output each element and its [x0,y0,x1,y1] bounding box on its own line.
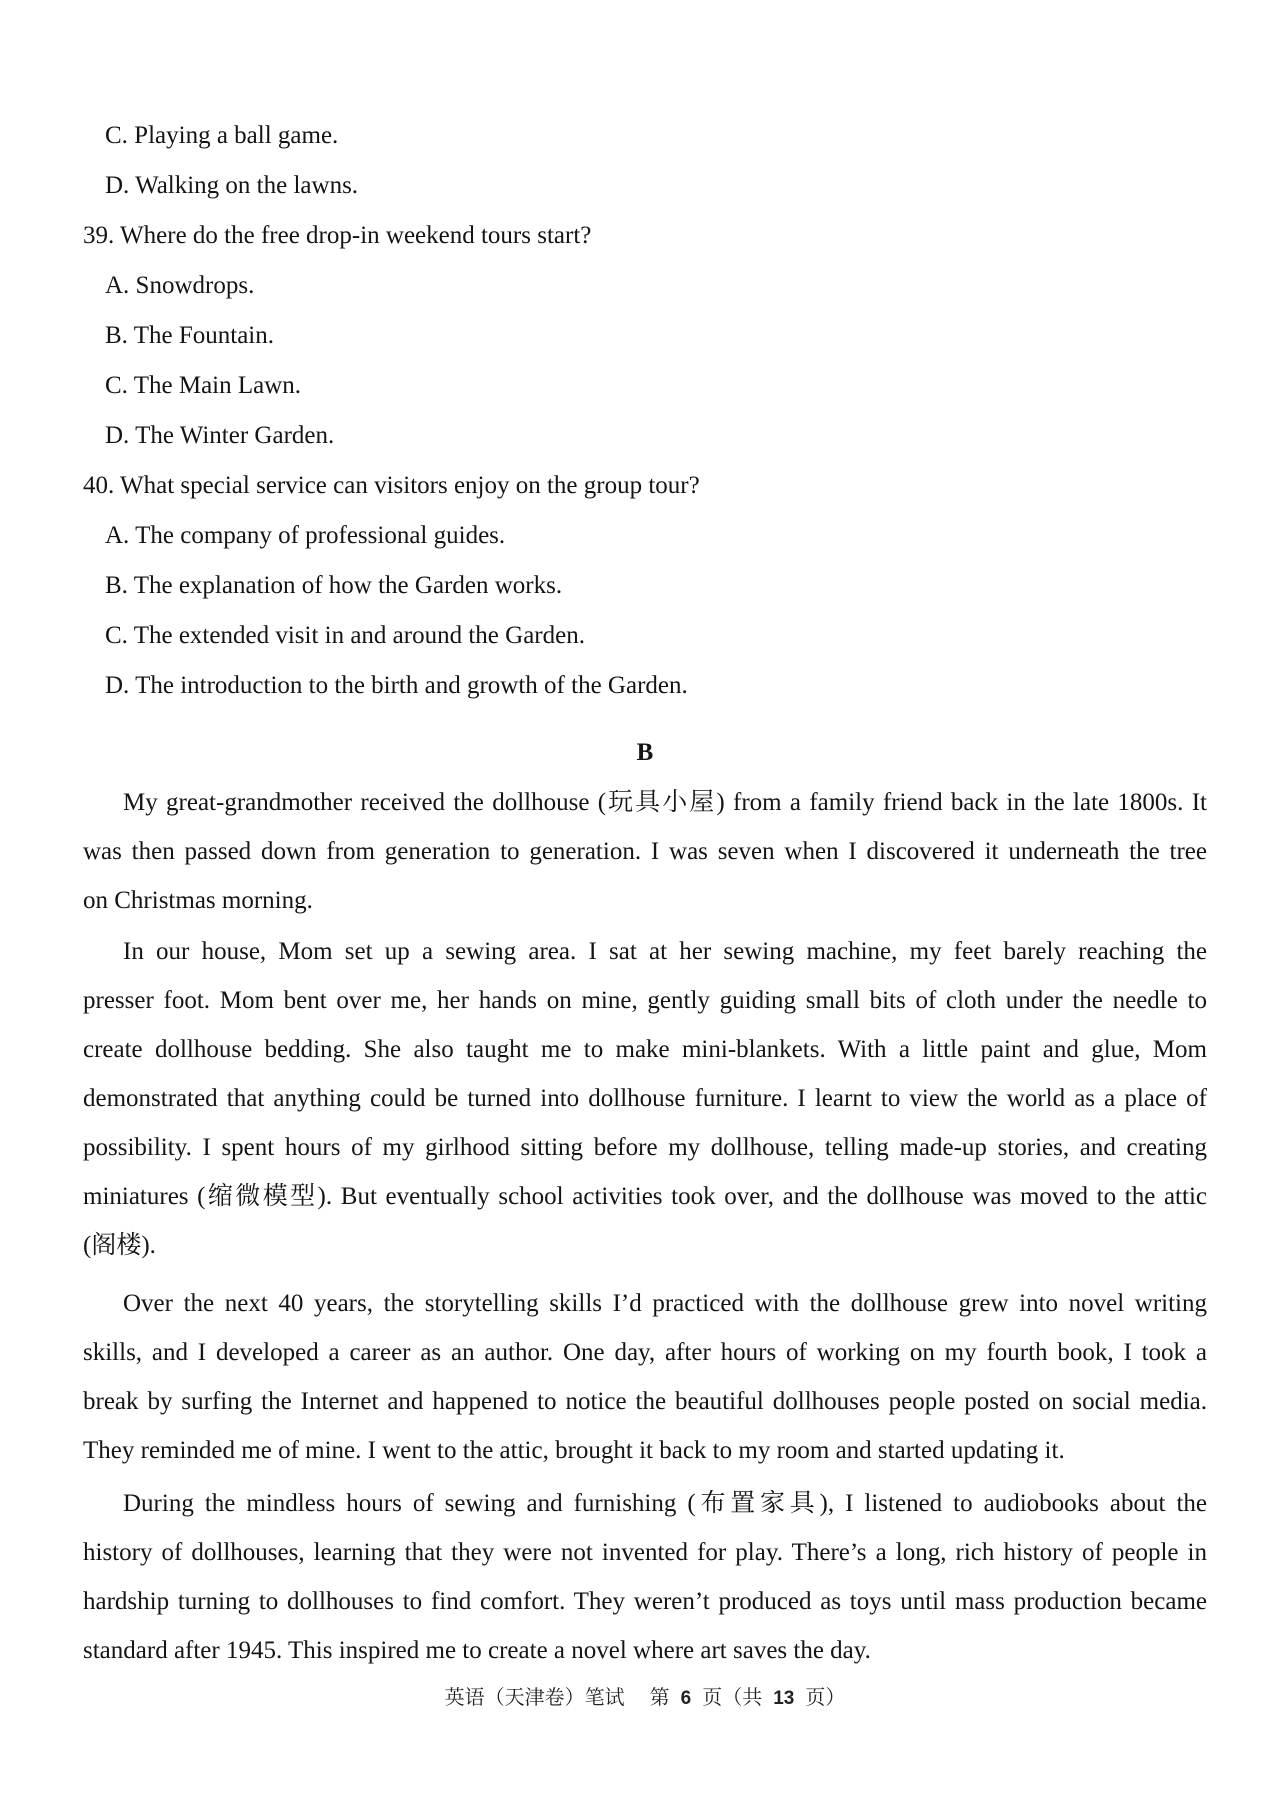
passage-line: was then passed down from generation to generation. I was seven when I discovered it underneath the tree [83,838,1207,865]
question-stem-line: 39. Where do the free drop-in weekend tours start? [83,222,592,249]
passage-line: During the mindless hours of sewing and furnishing (布置家具), I listened to audiobooks about the [123,1490,1207,1517]
question-option-line: A. Snowdrops. [105,272,255,299]
question-option-line: D. The Winter Garden. [105,422,335,449]
passage-line: (阁楼). [83,1232,156,1259]
section-b-heading: B [636,739,654,766]
footer-page-number: 6 [680,1688,692,1709]
question-option-line: B. The explanation of how the Garden works. [105,572,563,599]
question-option-line: B. The Fountain. [105,322,274,349]
passage-line: on Christmas morning. [83,887,313,914]
passage-paragraph-3 [83,1279,1207,1475]
passage-line: demonstrated that anything could be turned into dollhouse furniture. I learnt to view the world as a place of [83,1085,1207,1112]
passage-line: possibility. I spent hours of my girlhood sitting before my dollhouse, telling made-up stories, and creating [83,1134,1207,1161]
passage-line: standard after 1945. This inspired me to create a novel where art saves the day. [83,1637,871,1664]
passage-line: miniatures (缩微模型). But eventually school activities took over, and the dollhouse was moved to the attic [83,1183,1207,1210]
footer-pages-label-mid: 页（共 [702,1687,763,1709]
footer-page-label-prefix: 第 [649,1687,670,1709]
passage-line: presser foot. Mom bent over me, her hands on mine, gently guiding small bits of cloth under the needle to [83,987,1207,1014]
passage-line: skills, and I developed a career as an author. One day, after hours of working on my fourth book, I took a [83,1339,1207,1366]
page-footer [83,1683,1207,1714]
passage-line: They reminded me of mine. I went to the attic, brought it back to my room and started updating it. [83,1437,1065,1464]
question-option-line: C. The Main Lawn. [105,372,302,399]
question-option-line: C. Playing a ball game. [105,122,339,149]
passage-paragraph-2 [83,927,1207,1270]
passage-line: hardship turning to dollhouses to find comfort. They weren’t produced as toys until mass production became [83,1588,1207,1615]
question-option-line: C. The extended visit in and around the Garden. [105,622,585,649]
passage-paragraph-4 [83,1479,1207,1675]
passage-line: Over the next 40 years, the storytelling skills I’d practiced with the dollhouse grew into novel writing [123,1290,1207,1317]
footer-total-pages: 13 [773,1688,795,1709]
passage-line: create dollhouse bedding. She also taught me to make mini-blankets. With a little paint and glue, Mom [83,1036,1207,1063]
footer-doc-title: 英语（天津卷）笔试 [444,1687,625,1709]
question-option-line: A. The company of professional guides. [105,522,506,549]
passage-line: In our house, Mom set up a sewing area. I sat at her sewing machine, my feet barely reaching the [123,938,1207,965]
footer-pages-label-suffix: 页） [805,1687,846,1709]
passage-line: history of dollhouses, learning that they were not invented for play. There’s a long, rich history of people in [83,1539,1207,1566]
page-content [83,0,1207,1714]
passage-line: My great-grandmother received the dollhouse (玩具小屋) from a family friend back in the late 1800s. It [123,789,1207,816]
question-stem-line: 40. What special service can visitors enjoy on the group tour? [83,472,700,499]
passage-line: break by surfing the Internet and happened to notice the beautiful dollhouses people posted on social media. [83,1388,1207,1415]
question-option-line: D. Walking on the lawns. [105,172,359,199]
question-option-line: D. The introduction to the birth and growth of the Garden. [105,672,688,699]
passage-paragraph-1 [83,778,1207,925]
